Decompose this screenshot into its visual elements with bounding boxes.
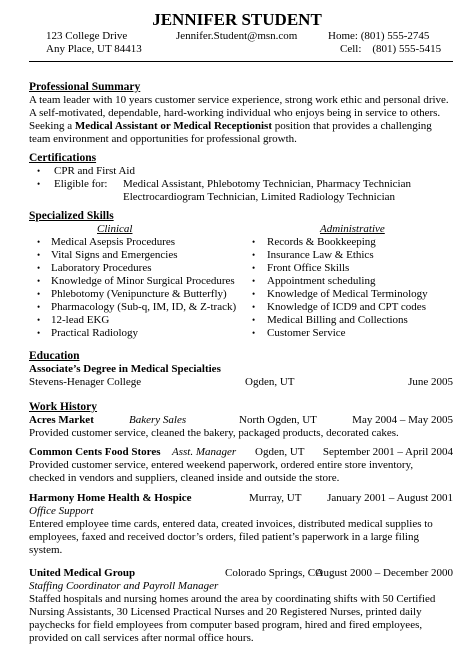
- bullet-icon: •: [252, 302, 256, 312]
- cell-phone: Cell: (801) 555-5415: [340, 43, 442, 55]
- certification-item: CPR and First Aid: [54, 165, 135, 177]
- bullet-icon: •: [37, 315, 41, 325]
- job-dates: September 2001 – April 2004: [322, 446, 453, 458]
- summary-line: team environment and opportunities for professional growth.: [29, 133, 297, 145]
- job-location: Murray, UT: [249, 492, 302, 504]
- job-header: [29, 414, 453, 427]
- bullet-icon: •: [252, 237, 256, 247]
- job-title: Staffing Coordinator and Payroll Manager: [29, 580, 219, 592]
- skill-item: Medical Billing and Collections: [267, 314, 408, 326]
- skill-item: Vital Signs and Emergencies: [51, 249, 178, 261]
- summary-line: A self-motivated, dependable, hard-working individual who enjoys being in service to others.: [29, 107, 441, 119]
- bullet-icon: •: [252, 289, 256, 299]
- header-divider: [29, 61, 453, 62]
- eligible-line: Medical Assistant, Phlebotomy Technician, Pharmacy Technician: [123, 178, 411, 190]
- skill-item: Phlebotomy (Venipuncture & Butterfly): [51, 288, 227, 300]
- skill-item: Customer Service: [267, 327, 346, 339]
- bullet-icon: •: [37, 237, 41, 247]
- bullet-icon: •: [252, 263, 256, 273]
- eligible-label: Eligible for:: [54, 178, 108, 190]
- education-row: [29, 376, 453, 389]
- clinical-label: Clinical: [97, 223, 133, 235]
- job-title: Asst. Manager: [172, 446, 237, 458]
- company-name: Harmony Home Health & Hospice: [29, 492, 192, 504]
- skill-item: Front Office Skills: [267, 262, 350, 274]
- company-name: Acres Market: [29, 414, 94, 426]
- bullet-icon: •: [37, 302, 41, 312]
- skill-item: Knowledge of ICD9 and CPT codes: [267, 301, 426, 313]
- candidate-name: JENNIFER STUDENT: [152, 10, 322, 29]
- target-position: Medical Assistant or Medical Receptionist: [74, 120, 272, 132]
- bullet-icon: •: [37, 250, 41, 260]
- bullet-icon: •: [37, 289, 41, 299]
- skill-item: 12-lead EKG: [51, 314, 110, 326]
- bullet-icon: •: [37, 166, 41, 176]
- school-name: Stevens-Henager College: [29, 376, 142, 388]
- job-dates: August 2000 – December 2000: [315, 567, 453, 579]
- school-location: Ogden, UT: [245, 376, 295, 388]
- degree: Associate’s Degree in Medical Specialties: [29, 363, 221, 375]
- skill-item: Insurance Law & Ethics: [267, 249, 374, 261]
- job-dates: January 2001 – August 2001: [327, 492, 453, 504]
- job-description: system.: [29, 544, 63, 556]
- work-heading: Work History: [29, 401, 98, 413]
- bullet-icon: •: [37, 263, 41, 273]
- graduation-date: June 2005: [408, 376, 453, 388]
- job-description: Provided customer service, cleaned the bakery, packaged products, decorated cakes.: [29, 427, 399, 439]
- job-description: employees, faxed and received doctor’s orders, filed patient’s paperwork in a large filing: [29, 531, 419, 543]
- administrative-label: Administrative: [320, 223, 385, 235]
- skill-item: Laboratory Procedures: [51, 262, 152, 274]
- bullet-icon: •: [37, 276, 41, 286]
- job-location: Ogden, UT: [255, 446, 305, 458]
- job-header: [29, 567, 453, 580]
- job-description: Nursing Assistants, 30 Licensed Practical Nurses and 20 Registered Nurses, printed daily: [29, 606, 422, 618]
- bullet-icon: •: [37, 179, 41, 189]
- bullet-icon: •: [252, 276, 256, 286]
- skill-item: Knowledge of Medical Terminology: [267, 288, 428, 300]
- education-heading: Education: [29, 350, 80, 362]
- skill-item: Appointment scheduling: [267, 275, 376, 287]
- job-header: [29, 446, 453, 459]
- job-description: Provided customer service, entered weekend paperwork, ordered entire store inventory,: [29, 459, 414, 471]
- summary-line: [29, 120, 432, 133]
- company-name: United Medical Group: [29, 567, 136, 579]
- job-description: Staffed hospitals and nursing homes around the area by coordinating shifts with 50 Certified: [29, 593, 436, 605]
- job-description: checked in vendors and suppliers, cleaned inside and outside the store.: [29, 472, 340, 484]
- job-description: Entered employee time cards, entered data, created invoices, distributed medical supplies to: [29, 518, 433, 530]
- bullet-icon: •: [37, 328, 41, 338]
- skill-item: Knowledge of Minor Surgical Procedures: [51, 275, 235, 287]
- certifications-heading: Certifications: [29, 152, 97, 164]
- bullet-icon: •: [252, 315, 256, 325]
- summary-line-prefix: Seeking a: [29, 120, 75, 132]
- job-header: [29, 492, 453, 505]
- skill-item: Practical Radiology: [51, 327, 139, 339]
- eligible-line: Electrocardiogram Technician, Limited Radiology Technician: [123, 191, 396, 203]
- company-name: Common Cents Food Stores: [29, 446, 161, 458]
- job-description: paychecks for field employees from computer based program, hired and fired employees,: [29, 619, 423, 631]
- job-title: Office Support: [29, 505, 94, 517]
- home-phone: Home: (801) 555-2745: [328, 30, 430, 42]
- bullet-icon: •: [252, 250, 256, 260]
- job-description: provided on call services after normal office hours.: [29, 632, 254, 644]
- summary-heading: Professional Summary: [29, 81, 141, 93]
- summary-line-suffix: position that provides a challenging: [272, 120, 432, 132]
- skill-item: Pharmacology (Sub-q, IM, ID, & Z-track): [51, 301, 237, 313]
- job-dates: May 2004 – May 2005: [352, 414, 453, 426]
- email-address: Jennifer.Student@msn.com: [176, 30, 298, 42]
- street-address: 123 College Drive: [46, 30, 128, 42]
- job-location: Colorado Springs, CO: [225, 567, 324, 579]
- summary-line: A team leader with 10 years customer service experience, strong work ethic and personal drive.: [29, 94, 449, 106]
- city-address: Any Place, UT 84413: [46, 43, 142, 55]
- job-location: North Ogden, UT: [239, 414, 317, 426]
- skill-item: Records & Bookkeeping: [267, 236, 376, 248]
- bullet-icon: •: [252, 328, 256, 338]
- skill-item: Medical Asepsis Procedures: [51, 236, 176, 248]
- skills-heading: Specialized Skills: [29, 210, 114, 222]
- job-title: Bakery Sales: [129, 414, 187, 426]
